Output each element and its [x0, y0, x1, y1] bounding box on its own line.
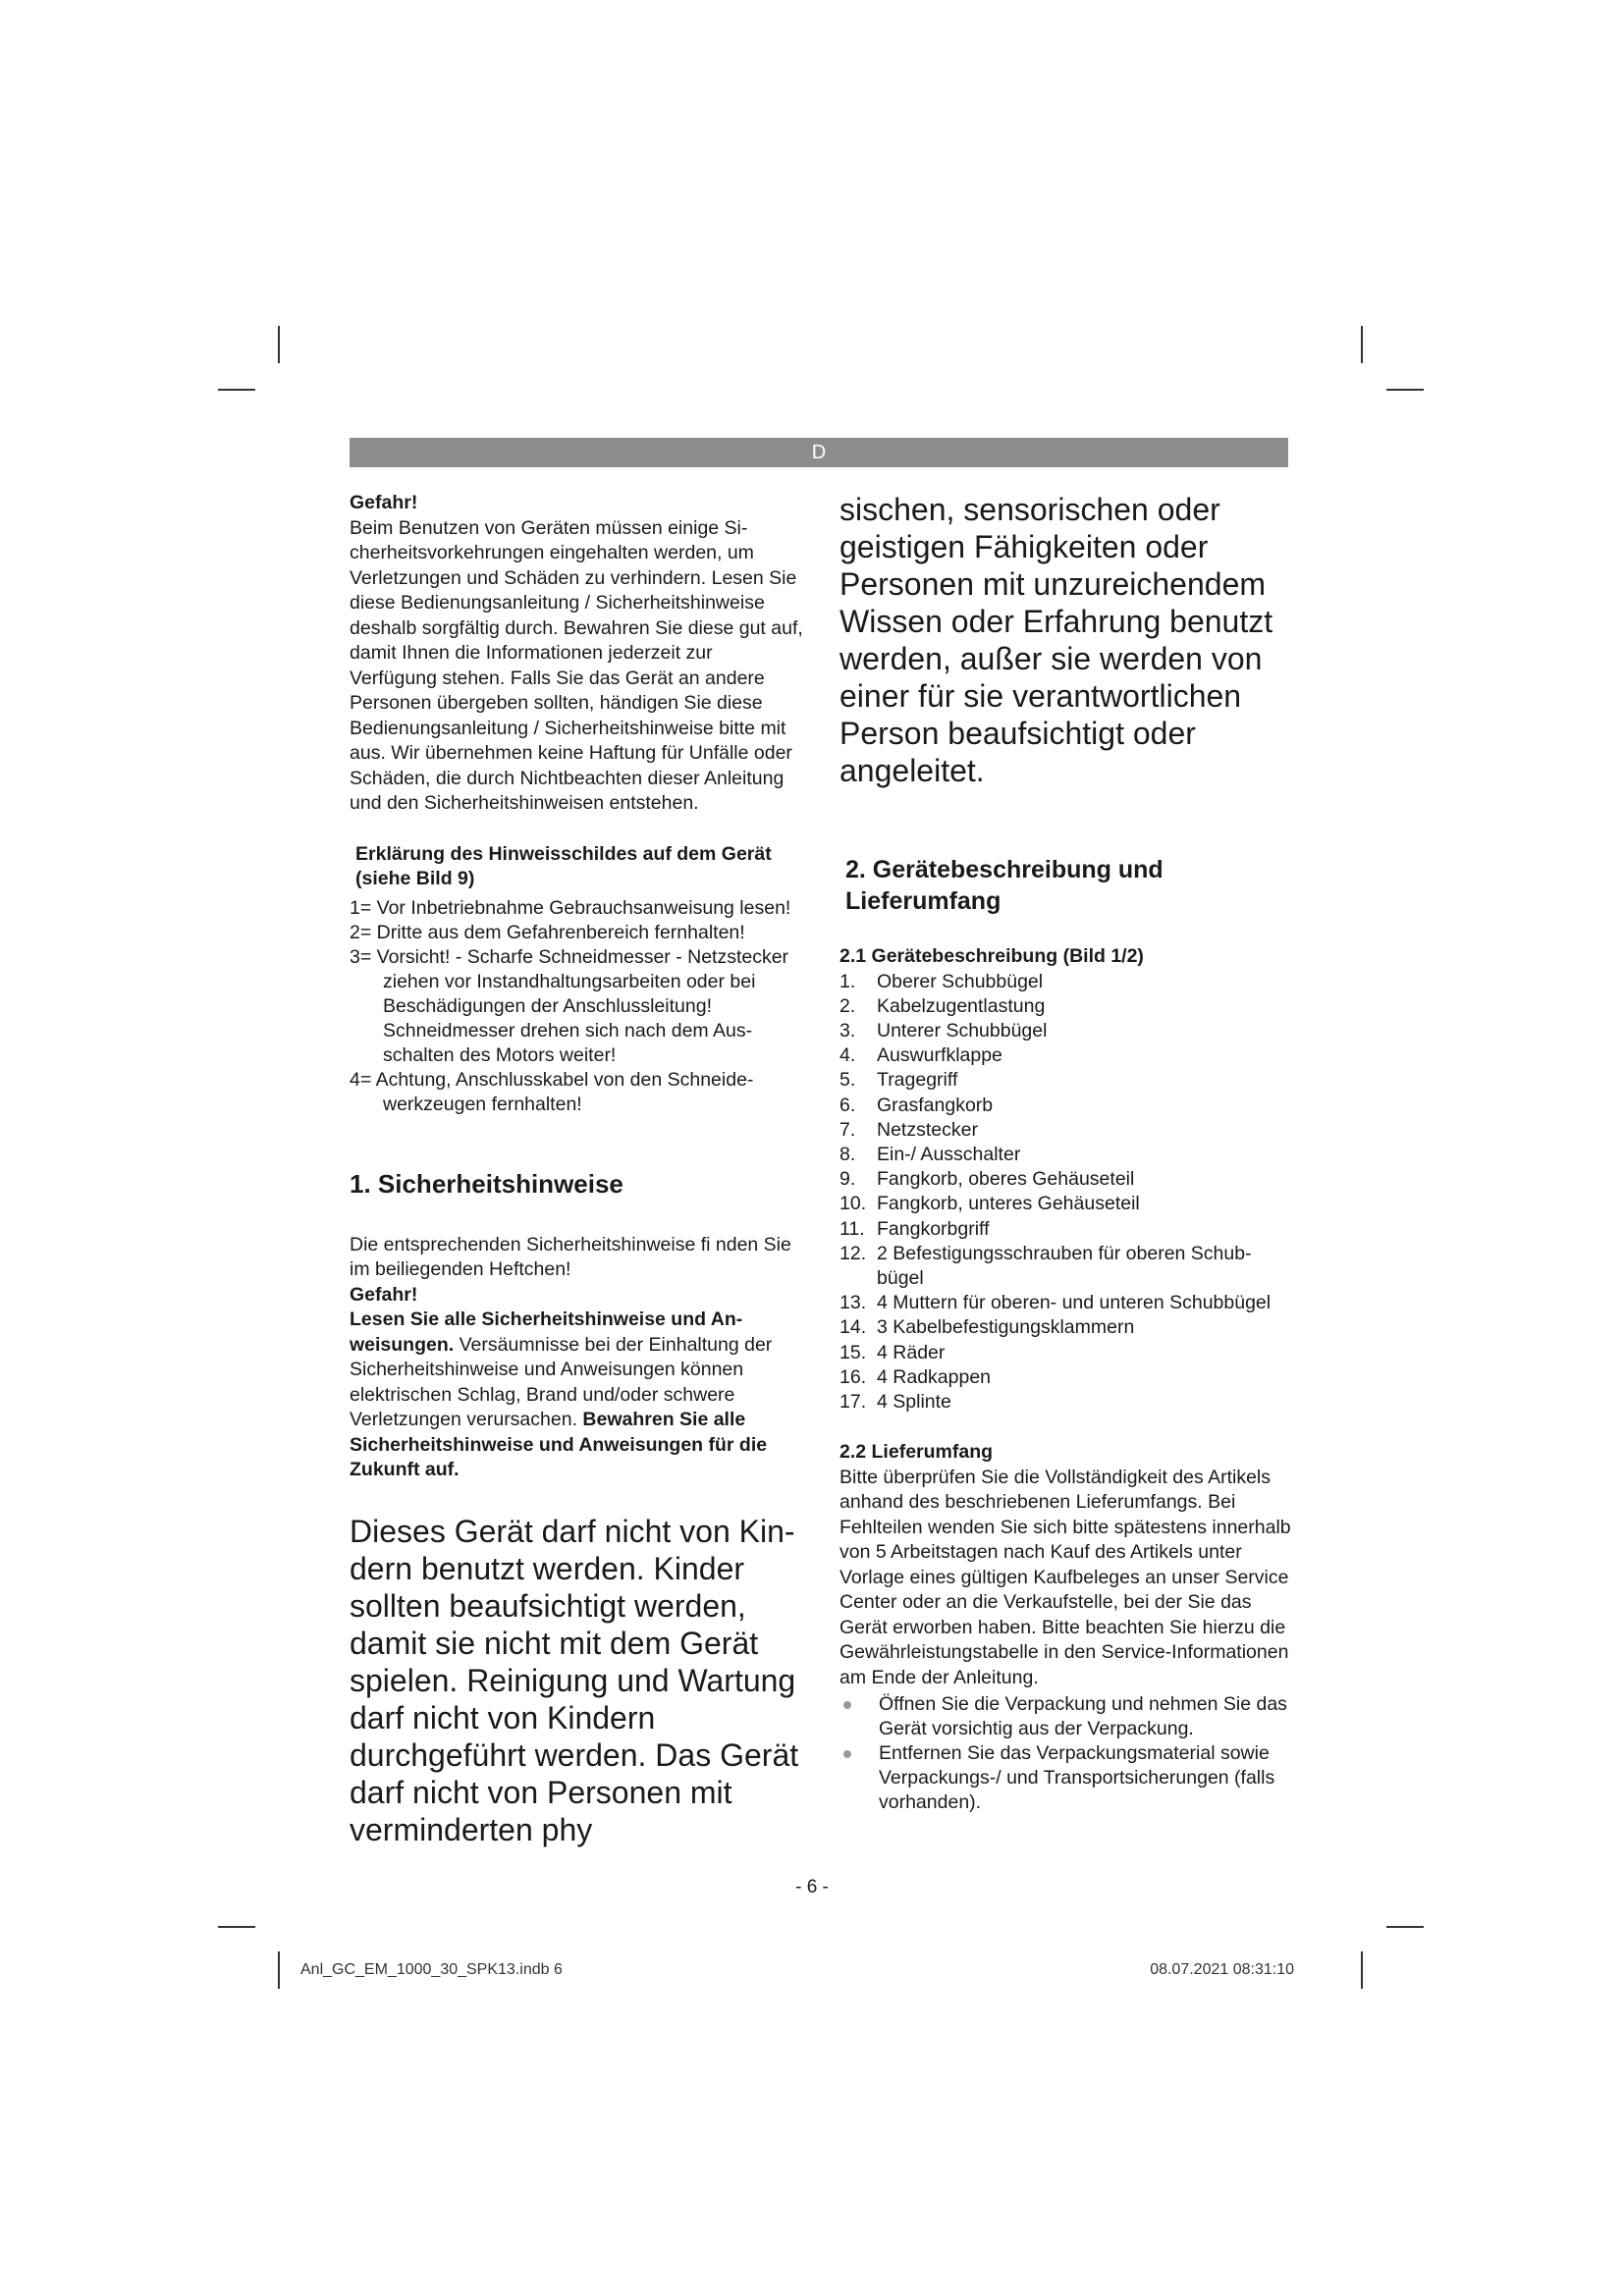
unpacking-step-1 [839, 1692, 1291, 1741]
device-part-item [839, 994, 1291, 1019]
device-part-item [839, 1043, 1291, 1068]
crop-mark-top-right-vertical [1361, 326, 1363, 363]
device-part-item [839, 1192, 1291, 1216]
sign-item-3: 3= Vorsicht! - Scharfe Schneidmesser - Netzstecker ziehen vor Instandhaltungsarbeiten oder bei Beschädigungen der Anschlussleitung! Schneidmesser drehen sich nach dem Ausschalten des Motors weiter! [350, 945, 789, 1066]
device-part-label: Kabelzugentlastung [877, 994, 1046, 1017]
device-part-number: 9. [839, 1168, 856, 1191]
unpacking-steps-list [839, 1692, 1291, 1815]
keep-instructions-bold: Bewahren Sie alle Sicherheitshinweise und Anweisungen für die Zukunft auf. [350, 1409, 768, 1480]
device-part-label: Auswurfklappe [877, 1044, 1002, 1067]
device-part-label: Ein-/ Ausschalter [877, 1143, 1021, 1165]
sign-item-1: 1= Vor Inbetriebnahme Gebrauchsanweisung lesen! [350, 896, 791, 919]
crop-mark-top-left-horizontal [218, 389, 255, 391]
read-instructions-paragraph [350, 1308, 803, 1483]
sign-explanation-list [350, 896, 803, 1117]
device-part-label: 4 Muttern für oberen- und unteren Schubbügel [877, 1292, 1272, 1314]
unpacking-step-1-text: Öffnen Sie die Verpackung und nehmen Sie das Gerät vorsichtig aus der Verpackung. [879, 1693, 1287, 1740]
device-part-item [839, 1291, 1291, 1315]
device-part-item [839, 1118, 1291, 1143]
device-part-item [839, 1242, 1291, 1291]
read-instructions-bold: Lesen Sie alle Sicherheitshinweise und Anweisungen. [350, 1308, 743, 1356]
device-part-number: 10. [839, 1193, 867, 1215]
device-part-label: Unterer Schubbügel [877, 1019, 1048, 1041]
crop-mark-bottom-left-horizontal [218, 1926, 255, 1928]
bullet-dot-icon [843, 1750, 851, 1758]
sign-explanation-heading: Erklärung des Hinweisschildes auf dem Gerät (siehe Bild 9) [355, 842, 772, 889]
device-part-number: 6. [839, 1094, 856, 1116]
crop-mark-bottom-right-horizontal [1386, 1926, 1424, 1928]
section-1-intro: Die entsprechenden Sicherheitshinweise fi nden Sie im beiliegenden Heftchen! [350, 1233, 791, 1280]
device-part-item [839, 1143, 1291, 1167]
device-part-label: Fangkorb, unteres Gehäuseteil [877, 1193, 1140, 1215]
left-column [350, 491, 803, 1848]
device-part-item [839, 1019, 1291, 1043]
device-part-label: 3 Kabelbefestigungsklammern [877, 1316, 1135, 1339]
device-part-number: 4. [839, 1044, 856, 1067]
device-part-item [839, 1094, 1291, 1118]
device-part-label: Tragegriff [877, 1069, 958, 1092]
subsection-2-2-text: Bitte überprüfen Sie die Vollständigkeit des Artikels anhand des beschriebenen Lieferumfangs. Bei Fehlteilen wenden Sie sich bitte spätestens innerhalb von 5 Arbeitstagen nach Kauf des Artikels unter Vorlage eines gültigen Kaufbeleges an unser Service Center oder an die Verkaufstelle, bei der Sie das Gerät erworben haben. Bitte beachten Sie hierzu die Gewährleistungstabelle in den Service-Informationen am Ende der Anleitung. [839, 1466, 1291, 1688]
unpacking-step-2 [839, 1741, 1291, 1815]
unpacking-step-2-text: Entfernen Sie das Verpackungsmaterial sowie Verpackungs-/ und Transportsicherungen (falls vorhanden). [879, 1742, 1275, 1814]
device-part-label: 4 Splinte [877, 1390, 951, 1413]
right-column [839, 491, 1291, 1815]
device-part-label: 4 Radkappen [877, 1365, 992, 1388]
language-tab-label: D [811, 442, 827, 463]
device-part-label: Netzstecker [877, 1118, 978, 1141]
device-part-number: 12. [839, 1242, 867, 1264]
bullet-dot-icon [843, 1701, 851, 1709]
device-part-label: Fangkorb, oberes Gehäuseteil [877, 1168, 1135, 1191]
language-header-bar [350, 438, 1288, 467]
device-part-number: 13. [839, 1292, 867, 1314]
device-part-label: Oberer Schubbügel [877, 970, 1044, 992]
gefahr-heading-1: Gefahr! [350, 492, 418, 513]
device-part-number: 15. [839, 1341, 867, 1363]
crop-mark-bottom-left-vertical [278, 1951, 280, 1989]
sign-item-4: 4= Achtung, Anschlusskabel von den Schneidewerkzeugen fernhalten! [350, 1068, 754, 1115]
device-part-label: 2 Befestigungsschrauben für oberen Schubbügel [877, 1242, 1252, 1289]
footer-file-name: Anl_GC_EM_1000_30_SPK13.indb 6 [300, 1961, 563, 1978]
footer-timestamp: 08.07.2021 08:31:10 [1150, 1961, 1294, 1978]
device-part-label: 4 Räder [877, 1341, 946, 1363]
device-part-item [839, 1068, 1291, 1093]
children-warning-text: Dieses Gerät darf nicht von Kindern benutzt werden. Kinder sollten beaufsichtigt werden, damit sie nicht mit dem Gerät spielen. Reinigung und Wartung darf nicht von Kindern durchgeführt werden. Das Gerät darf nicht von Personen mit verminderten phy [350, 1513, 799, 1847]
sign-item-2: 2= Dritte aus dem Gefahrenbereich fernhalten! [350, 921, 745, 943]
device-part-number: 16. [839, 1365, 867, 1388]
device-part-item [839, 1365, 1291, 1390]
device-part-number: 8. [839, 1143, 856, 1165]
device-part-number: 2. [839, 994, 856, 1017]
gefahr-paragraph-1: Beim Benutzen von Geräten müssen einige Sicherheitsvorkehrungen eingehalten werden, um Verletzungen und Schäden zu verhindern. Lesen Sie diese Bedienungsanleitung / Sicherheitshinweise deshalb sorgfältig durch. Bewahren Sie diese gut auf, damit Ihnen die Informationen jederzeit zur Verfügung stehen. Falls Sie das Gerät an andere Personen übergeben sollten, händigen Sie diese Bedienungsanleitung / Sicherheitshinweise bitte mit aus. Wir übernehmen keine Haftung für Unfälle oder Schäden, die durch Nichtbeachten dieser Anleitung und den Sicherheitshinweisen entstehen. [350, 516, 803, 814]
section-1-heading: 1. Sicherheitshinweise [350, 1168, 623, 1199]
device-part-number: 3. [839, 1019, 856, 1041]
device-part-number: 11. [839, 1217, 865, 1240]
device-part-label: Grasfangkorb [877, 1094, 994, 1116]
device-part-number: 1. [839, 970, 856, 992]
device-part-number: 17. [839, 1390, 867, 1413]
device-part-item [839, 1167, 1291, 1192]
device-part-item [839, 1315, 1291, 1340]
subsection-2-2-heading: 2.2 Lieferumfang [839, 1441, 994, 1464]
gefahr-heading-2: Gefahr! [350, 1283, 418, 1306]
crop-mark-top-left-vertical [278, 326, 280, 363]
device-part-item [839, 1341, 1291, 1365]
crop-mark-top-right-horizontal [1386, 389, 1424, 391]
device-part-number: 7. [839, 1118, 856, 1141]
children-warning-continued: sischen, sensorischen oder geistigen Fähigkeiten oder Personen mit unzureichendem Wissen oder Erfahrung benutzt werden, außer sie werden von einer für sie verantwortlichen Person beaufsichtigt oder angeleitet. [839, 492, 1273, 788]
section-2-heading: 2. Gerätebeschreibung und Lieferumfang [845, 856, 1164, 915]
device-parts-list [839, 970, 1291, 1415]
subsection-2-1-heading: 2.1 Gerätebeschreibung (Bild 1/2) [839, 945, 1144, 967]
device-part-number: 14. [839, 1316, 867, 1339]
page-number: - 6 - [795, 1877, 829, 1897]
device-part-item [839, 1390, 1291, 1415]
device-part-label: Fangkorbgriff [877, 1217, 990, 1240]
device-part-item [839, 970, 1291, 994]
crop-mark-bottom-right-vertical [1361, 1951, 1363, 1989]
device-part-item [839, 1217, 1291, 1242]
read-instructions-text: Versäumnisse bei der Einhaltung der Sicherheitshinweise und Anweisungen können elektrischen Schlag, Brand und/oder schwere Verletzungen verursachen. [350, 1333, 773, 1430]
device-part-number: 5. [839, 1069, 856, 1092]
